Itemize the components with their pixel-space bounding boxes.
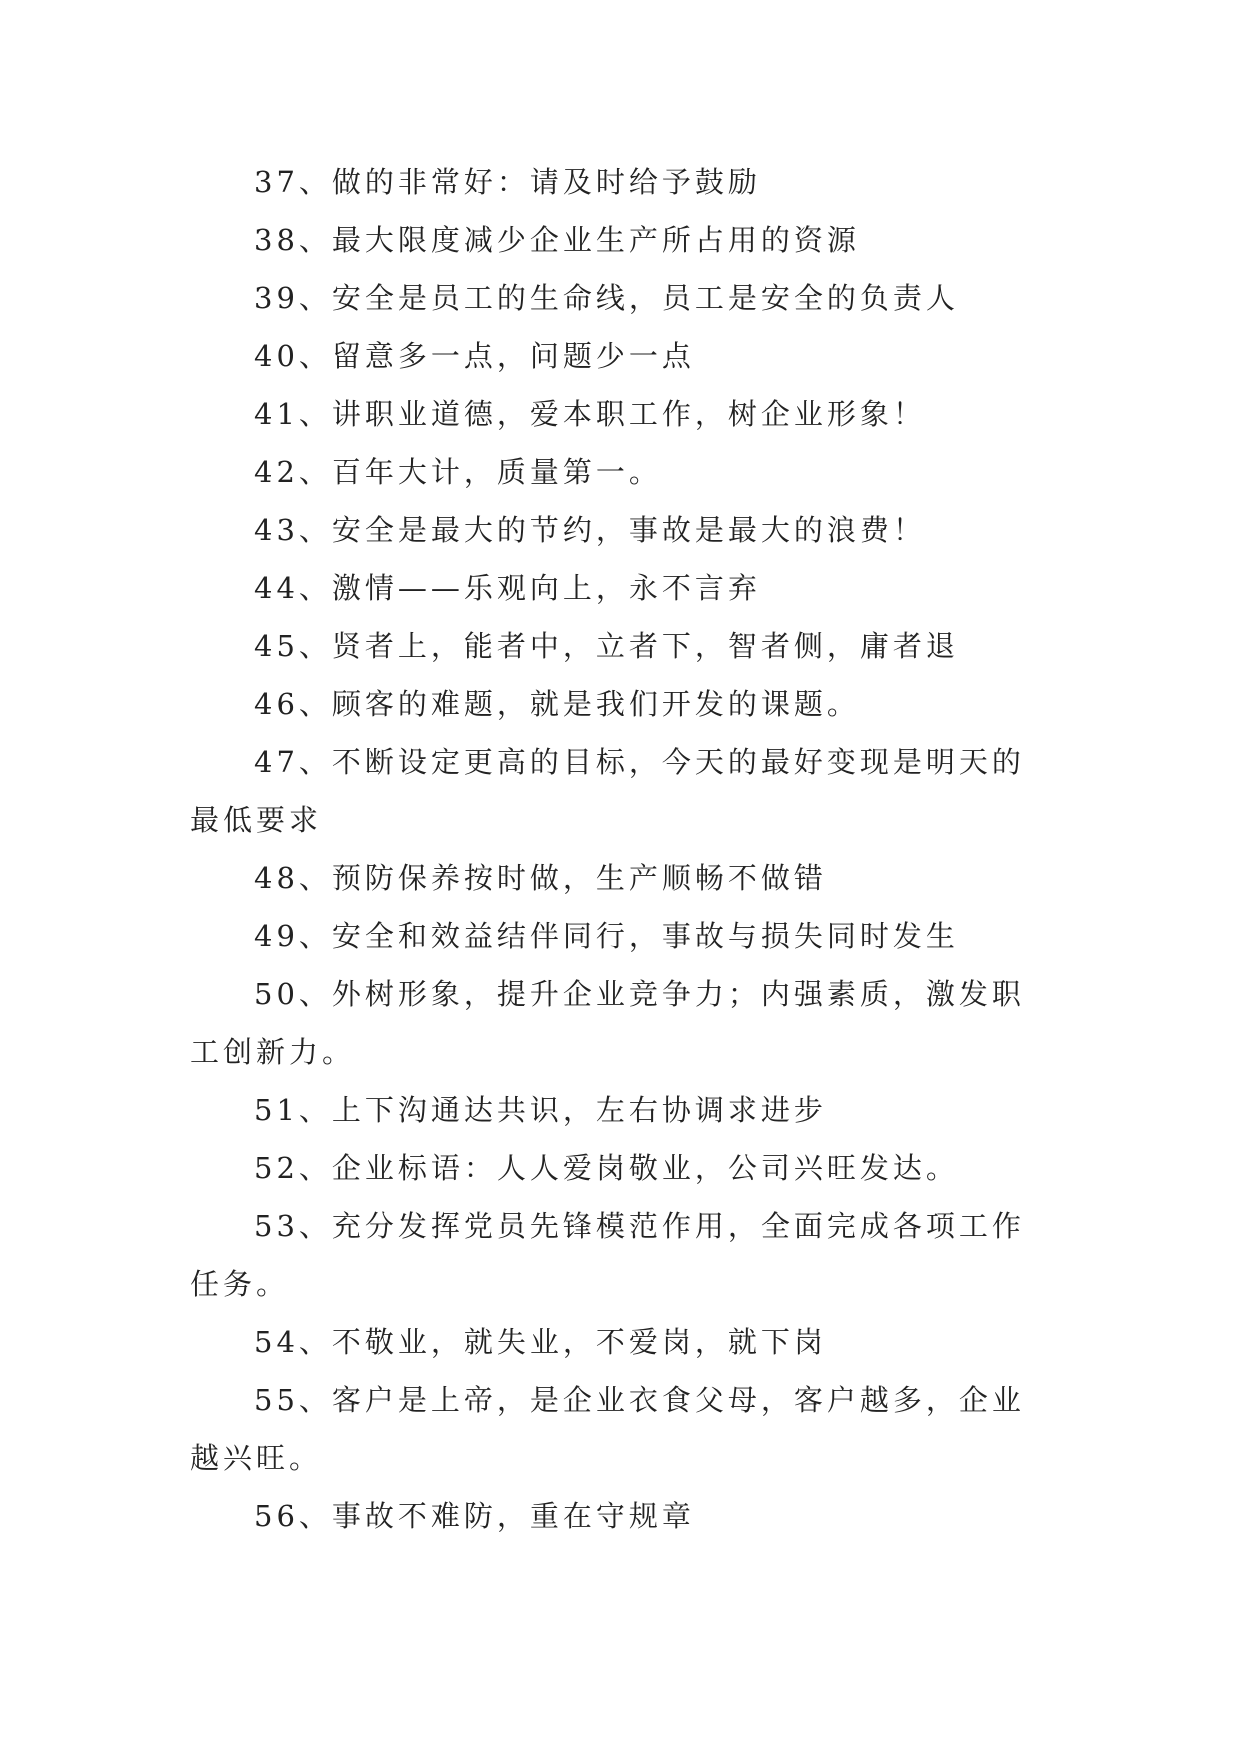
paragraph: 54、不敬业，就失业，不爱岗，就下岗: [254, 1325, 827, 1359]
paragraph: 48、预防保养按时做，生产顺畅不做错: [254, 861, 827, 895]
paragraph: 52、企业标语：人人爱岗敬业，公司兴旺发达。: [254, 1151, 959, 1185]
paragraph: 53、充分发挥党员先锋模范作用，全面完成各项工作任务。: [190, 1209, 1025, 1301]
paragraph: 37、做的非常好：请及时给予鼓励: [254, 165, 761, 199]
paragraph: 49、安全和效益结伴同行，事故与损失同时发生: [254, 919, 959, 953]
paragraph: 40、留意多一点，问题少一点: [254, 339, 695, 373]
paragraph: 56、事故不难防，重在守规章: [254, 1499, 695, 1533]
paragraph: 51、上下沟通达共识，左右协调求进步: [254, 1093, 827, 1127]
paragraph: 43、安全是最大的节约，事故是最大的浪费！: [254, 513, 926, 547]
paragraph: 42、百年大计，质量第一。: [254, 455, 662, 489]
paragraph: 55、客户是上帝，是企业衣食父母，客户越多，企业越兴旺。: [190, 1383, 1025, 1475]
paragraph: 45、贤者上，能者中，立者下，智者侧，庸者退: [254, 629, 959, 663]
paragraph: 46、顾客的难题，就是我们开发的课题。: [254, 687, 860, 721]
paragraph: 39、安全是员工的生命线，员工是安全的负责人: [254, 281, 959, 315]
paragraph: 41、讲职业道德，爱本职工作，树企业形象！: [254, 397, 926, 431]
paragraph: 44、激情——乐观向上，永不言弃: [254, 571, 761, 605]
paragraph: 47、不断设定更高的目标，今天的最好变现是明天的最低要求: [190, 745, 1025, 837]
paragraph: 50、外树形象，提升企业竞争力；内强素质，激发职工创新力。: [190, 977, 1025, 1069]
document-body: [190, 153, 1052, 1545]
paragraph: 38、最大限度减少企业生产所占用的资源: [254, 223, 860, 257]
